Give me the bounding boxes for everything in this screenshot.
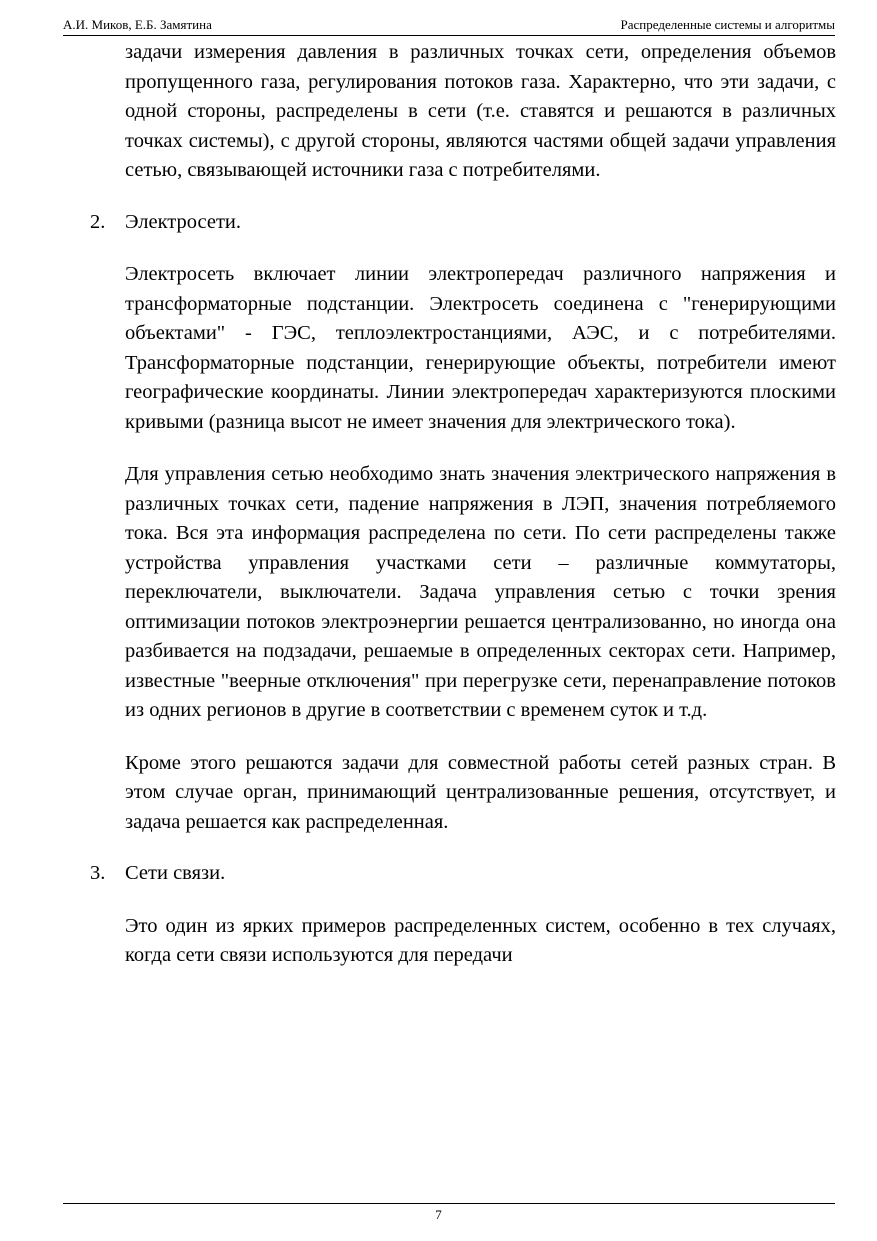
list-item-communication-networks	[90, 859, 836, 889]
list-item-number: 2.	[90, 210, 106, 233]
page-number: 7	[435, 1207, 442, 1222]
body-paragraph: Это один из ярких примеров распределенных систем, особенно в тех случаях, когда сети связи используются для передачи	[125, 914, 836, 966]
body-paragraph: Кроме этого решаются задачи для совместной работы сетей разных стран. В этом случае орган, принимающий централизованные решения, отсутствует, и задача решается как распределенная.	[125, 751, 836, 833]
footer-divider	[63, 1203, 835, 1204]
list-item-heading: Сети связи.	[125, 862, 226, 884]
page-body	[90, 38, 836, 971]
list-item-number: 3.	[90, 862, 106, 884]
header-course-title: Распределенные системы и алгоритмы	[620, 17, 835, 32]
list-item-heading: Электросети.	[125, 210, 242, 233]
running-header	[63, 15, 835, 36]
header-authors: А.И. Миков, Е.Б. Замятина	[63, 17, 212, 32]
body-paragraph: Для управления сетью необходимо знать значения электрического напряжения в различных точках сети, падение напряжения в ЛЭП, значения потребляемого тока. Вся эта информация распределена по сети. По сети распределены также устройства управления участками сети – различные коммутаторы, переключатели, выключатели. Задача управления сетью с точки зрения оптимизации потоков электроэнергии решается централизованно, но иногда она разбивается на подзадачи, решаемые в определенных секторах сети. Например, известные "веерные отключения" при перегрузке сети, перенаправление потоков из одних регионов в другие в соответствии с временем суток и т.д.	[125, 463, 836, 721]
list-item-electric-grids	[90, 208, 836, 238]
body-paragraph: Электросеть включает линии электропередач различного напряжения и трансформаторные подстанции. Электросеть соединена с "генерирующими объектами" - ГЭС, теплоэлектростанциями, АЭС, и с потребителями. Трансформаторные подстанции, генерирующие объекты, потребители имеют географические координаты. Линии электропередач характеризуются плоскими кривыми (разница высот не имеет значения для электрического тока).	[125, 263, 836, 433]
intro-paragraph: задачи измерения давления в различных точках сети, определения объемов пропущенного газа, регулирования потоков газа. Характерно, что эти задачи, с одной стороны, распределены в сети (т.е. ставятся и решаются в различных точках системы), с другой стороны, являются частями общей задачи управления сетью, связывающей источники газа с потребителями.	[125, 41, 836, 181]
